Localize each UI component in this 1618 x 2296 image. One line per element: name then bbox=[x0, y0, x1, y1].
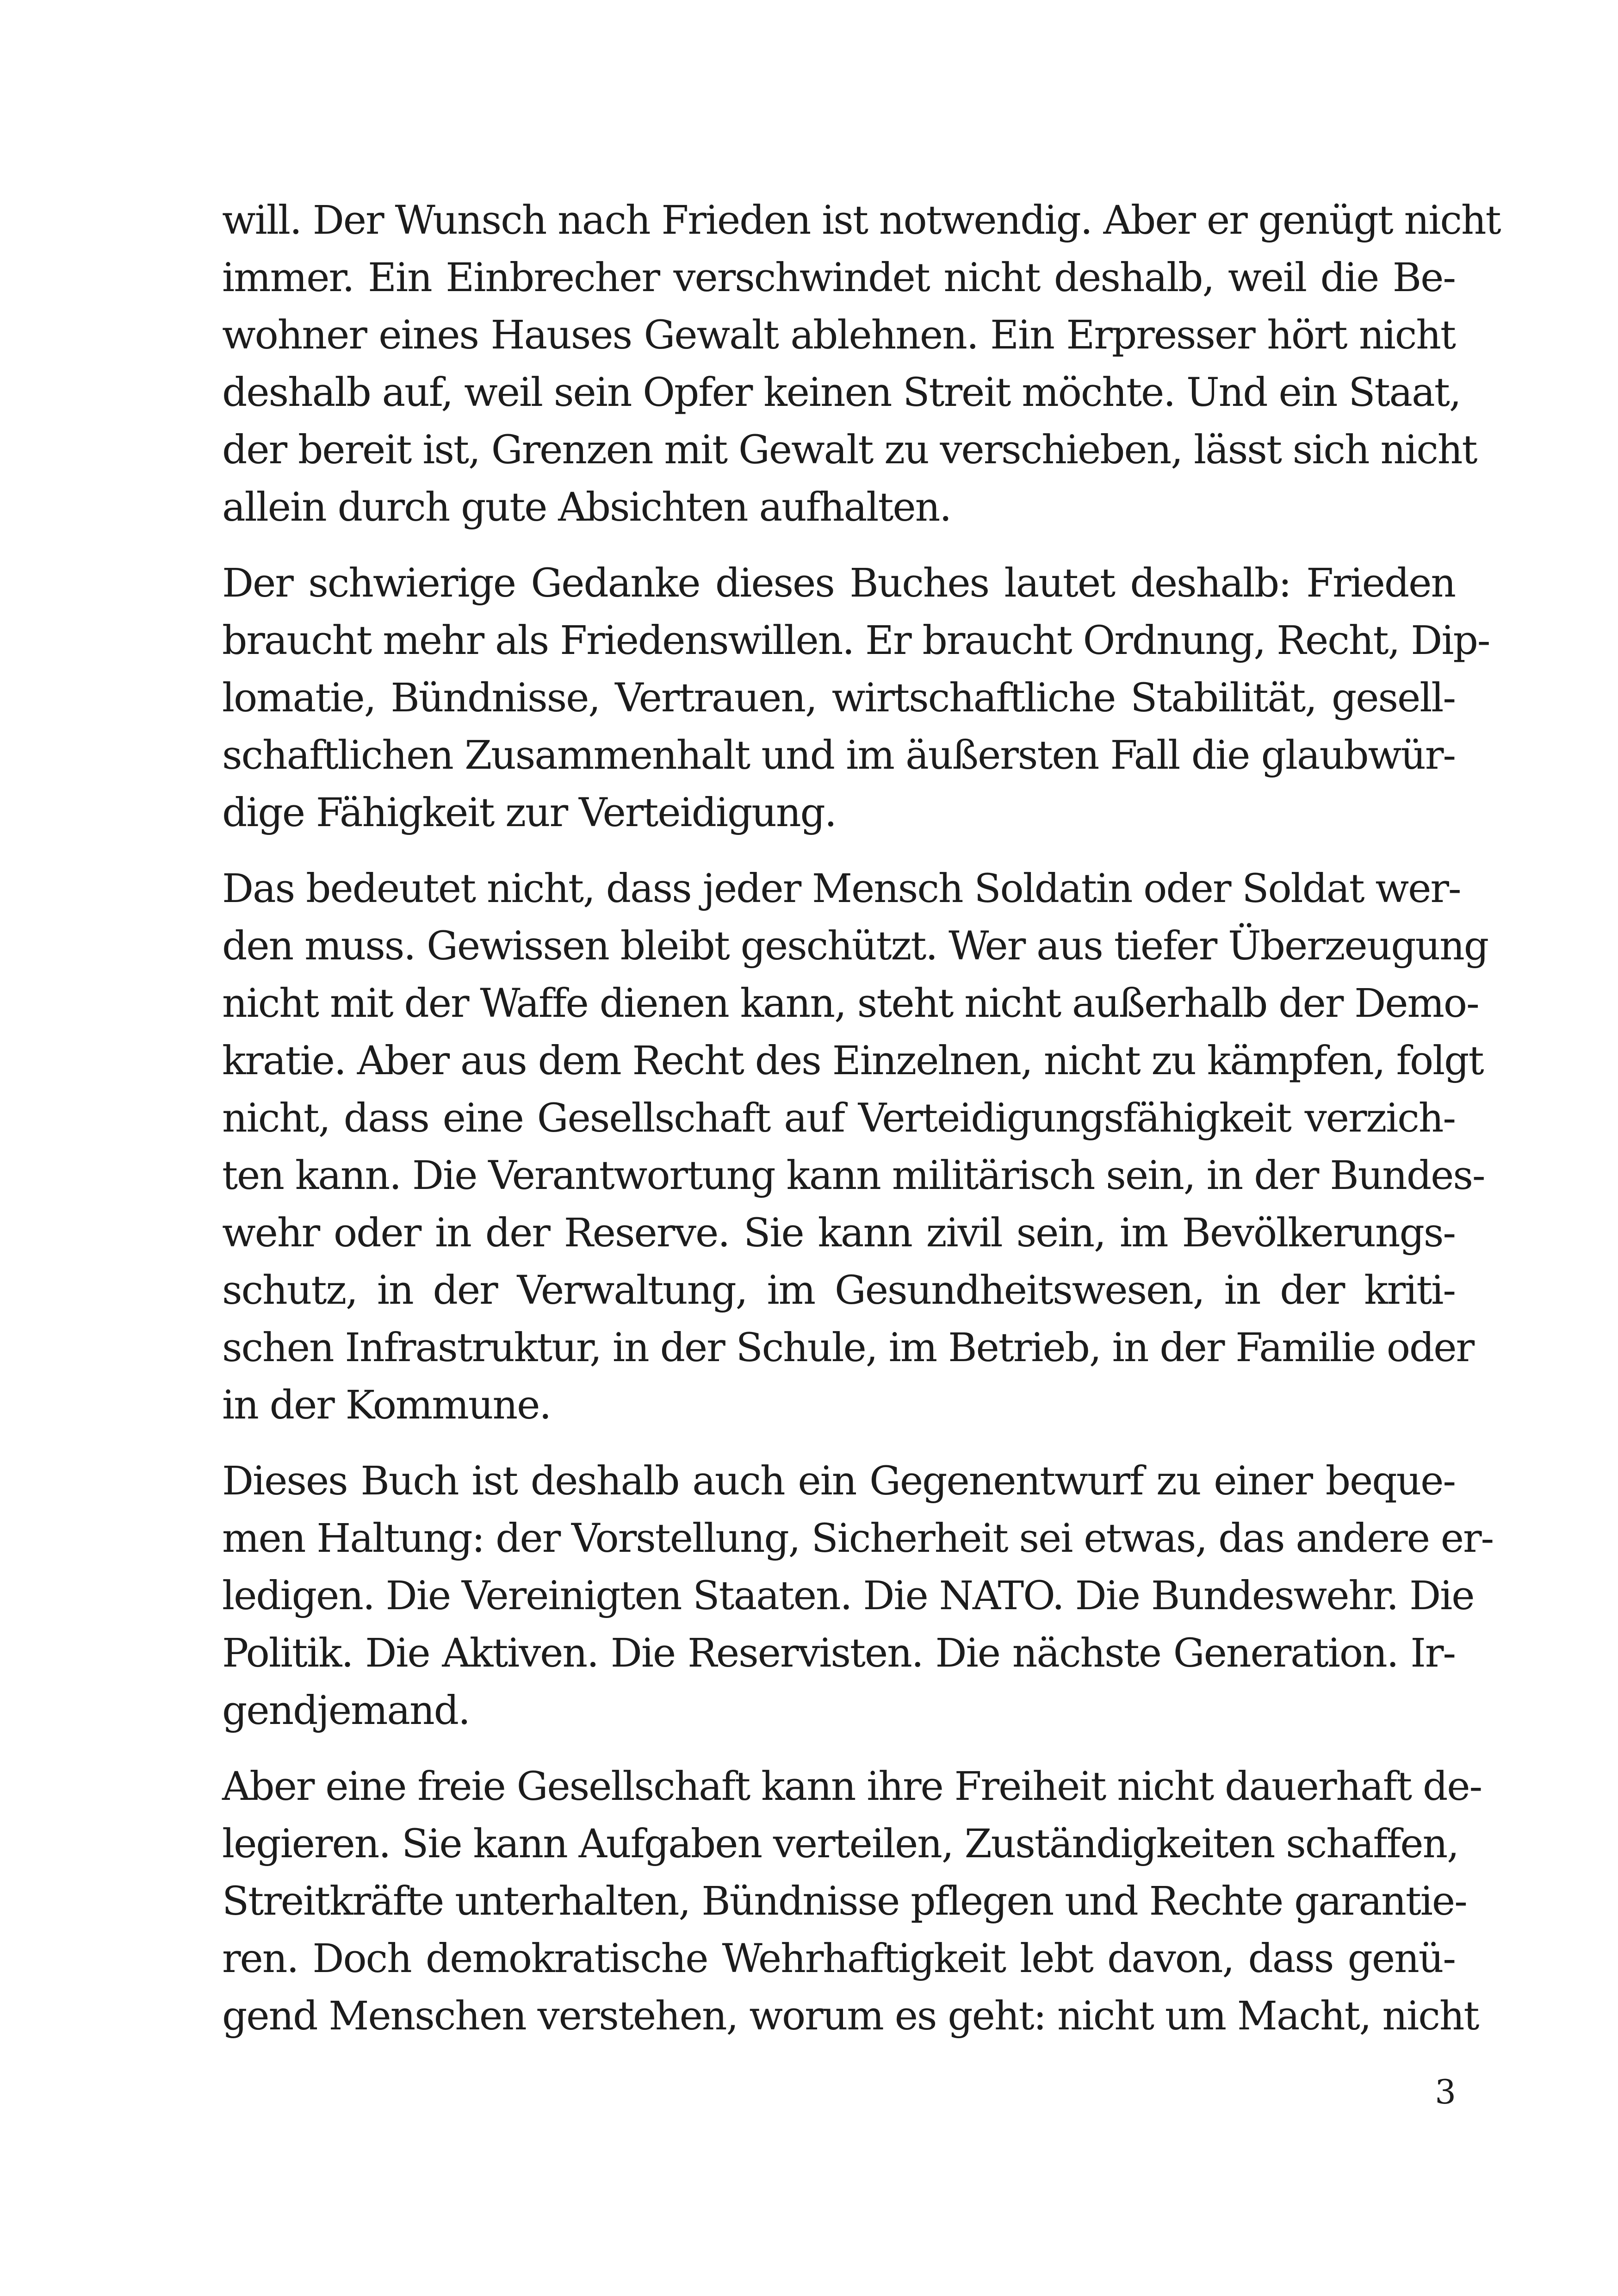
text-line: braucht mehr als Friedenswillen. Er braucht Ordnung, Recht, Dip- bbox=[222, 618, 1490, 664]
text-line: Streitkräfte unterhalten, Bündnisse pflegen und Rechte garantie- bbox=[222, 1879, 1467, 1924]
text-line: deshalb auf, weil sein Opfer keinen Streit möchte. Und ein Staat, bbox=[222, 370, 1461, 416]
text-line: schaftlichen Zusammenhalt und im äußersten Fall die glaubwür- bbox=[222, 733, 1455, 778]
text-line: will. Der Wunsch nach Frieden ist notwendig. Aber er genügt nicht bbox=[222, 198, 1500, 243]
text-line: wehr oder in der Reserve. Sie kann zivil sein, im Bevölkerungs- bbox=[222, 1210, 1455, 1256]
text-line: Der schwierige Gedanke dieses Buches lautet deshalb: Frieden bbox=[222, 560, 1455, 606]
text-line: ten kann. Die Verantwortung kann militärisch sein, in der Bundes- bbox=[222, 1153, 1485, 1199]
text-line: der bereit ist, Grenzen mit Gewalt zu verschieben, lässt sich nicht bbox=[222, 427, 1477, 473]
text-line: den muss. Gewissen bleibt geschützt. Wer aus tiefer Überzeugung bbox=[222, 923, 1488, 969]
paragraph bbox=[222, 1758, 1482, 2045]
text-line: ren. Doch demokratische Wehrhaftigkeit lebt davon, dass genü- bbox=[222, 1936, 1455, 1982]
text-line: legieren. Sie kann Aufgaben verteilen, Zuständigkeiten schaffen, bbox=[222, 1821, 1459, 1867]
text-line: ledigen. Die Vereinigten Staaten. Die NATO. Die Bundeswehr. Die bbox=[222, 1573, 1474, 1619]
paragraph bbox=[222, 1453, 1494, 1740]
text-line: Das bedeutet nicht, dass jeder Mensch Soldatin oder Soldat wer- bbox=[222, 866, 1461, 912]
text-line: gendjemand. bbox=[222, 1688, 470, 1734]
text-line: schutz, in der Verwaltung, im Gesundheitswesen, in der kriti- bbox=[222, 1268, 1455, 1313]
text-line: nicht mit der Waffe dienen kann, steht nicht außerhalb der Demo- bbox=[222, 981, 1479, 1027]
page-number: 3 bbox=[1435, 2072, 1456, 2111]
text-line: allein durch gute Absichten aufhalten. bbox=[222, 485, 951, 530]
paragraph bbox=[222, 860, 1488, 1434]
text-line: dige Fähigkeit zur Verteidigung. bbox=[222, 790, 836, 836]
paragraph bbox=[222, 555, 1490, 842]
text-line: lomatie, Bündnisse, Vertrauen, wirtschaftliche Stabilität, gesell- bbox=[222, 675, 1455, 721]
paragraph bbox=[222, 192, 1500, 536]
text-line: in der Kommune. bbox=[222, 1382, 551, 1428]
text-line: Politik. Die Aktiven. Die Reservisten. Die nächste Generation. Ir- bbox=[222, 1630, 1455, 1676]
body-text bbox=[222, 192, 1500, 2045]
text-line: wohner eines Hauses Gewalt ablehnen. Ein Erpresser hört nicht bbox=[222, 312, 1455, 358]
text-line: men Haltung: der Vorstellung, Sicherheit sei etwas, das andere er- bbox=[222, 1516, 1494, 1562]
text-line: immer. Ein Einbrecher verschwindet nicht deshalb, weil die Be- bbox=[222, 255, 1455, 301]
text-line: nicht, dass eine Gesellschaft auf Verteidigungsfähigkeit verzich- bbox=[222, 1095, 1455, 1141]
text-line: Aber eine freie Gesellschaft kann ihre Freiheit nicht dauerhaft de- bbox=[222, 1764, 1482, 1810]
text-line: Dieses Buch ist deshalb auch ein Gegenentwurf zu einer beque- bbox=[222, 1458, 1455, 1504]
text-line: gend Menschen verstehen, worum es geht: nicht um Macht, nicht bbox=[222, 1993, 1479, 2039]
text-line: kratie. Aber aus dem Recht des Einzelnen, nicht zu kämpfen, folgt bbox=[222, 1038, 1483, 1084]
text-line: schen Infrastruktur, in der Schule, im Betrieb, in der Familie oder bbox=[222, 1325, 1474, 1371]
